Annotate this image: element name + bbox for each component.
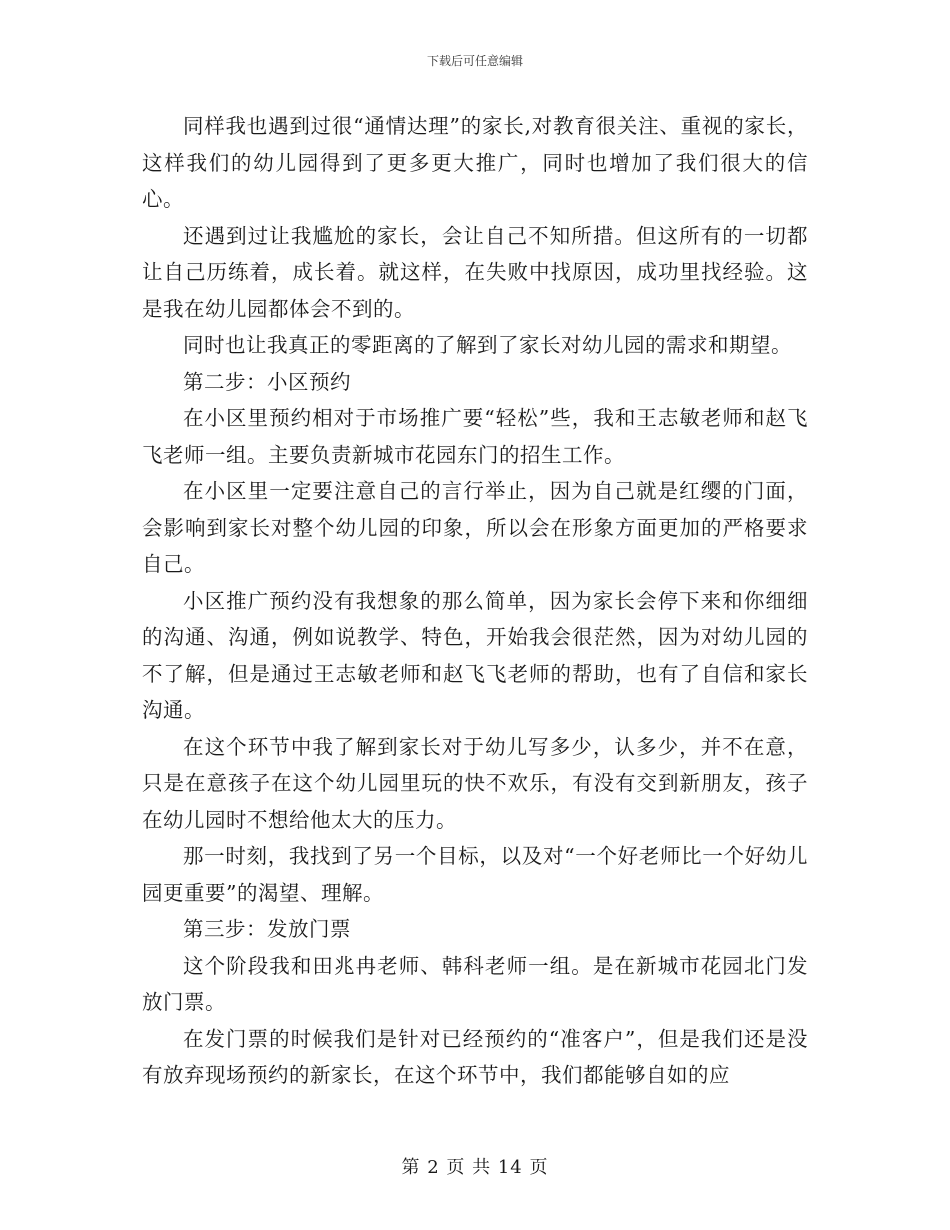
section-heading-step-2: 第二步：小区预约: [183, 369, 351, 394]
paragraph-9: 那一时刻，我找到了另一个目标，以及对“一个好老师比一个好幼儿园更重要”的渴望、理解。: [142, 844, 808, 905]
paragraph-2: 还遇到过让我尴尬的家长，会让自己不知所措。但这所有的一切都让自己历练着，成长着。就这样，在失败中找原因，成功里找经验。这是我在幼儿园都体会不到的。: [142, 223, 808, 321]
section-heading-step-3: 第三步：发放门票: [183, 917, 351, 941]
document-body: [142, 108, 808, 1094]
paragraph-8: 在这个环节中我了解到家长对于幼儿写多少，认多少，并不在意，只是在意孩子在这个幼儿园里玩的快不欢乐，有没有交到新朋友，孩子在幼儿园时不想给他太大的压力。: [142, 734, 808, 832]
paragraph-12: 在发门票的时候我们是针对已经预约的“准客户”，但是我们还是没有放弃现场预约的新家长，在这个环节中，我们都能够自如的应: [142, 1026, 808, 1087]
paragraph-7: 小区推广预约没有我想象的那么简单，因为家长会停下来和你细细的沟通、沟通，例如说教学、特色，开始我会很茫然，因为对幼儿园的不了解，但是通过王志敏老师和赵飞飞老师的帮助，也有了自信和家长沟通。: [142, 588, 808, 722]
paragraph-3: 同时也让我真正的零距离的了解到了家长对幼儿园的需求和期望。: [183, 333, 792, 357]
paragraph-6: 在小区里一定要注意自己的言行举止，因为自己就是红缨的门面，会影响到家长对整个幼儿园的印象，所以会在形象方面更加的严格要求自己。: [142, 479, 808, 576]
paragraph-11: 这个阶段我和田兆冉老师、韩科老师一组。是在新城市花园北门发放门票。: [142, 953, 808, 1014]
paragraph-1: 同样我也遇到过很“通情达理”的家长,对教育很关注、重视的家长，这样我们的幼儿园得到了更多更大推广，同时也增加了我们很大的信心。: [142, 114, 808, 211]
page-header-note: 下载后可任意编辑: [426, 54, 523, 68]
paragraph-5: 在小区里预约相对于市场推广要“轻松”些，我和王志敏老师和赵飞飞老师一组。主要负责新城市花园东门的招生工作。: [142, 406, 808, 467]
page-number: 第 2 页 共 14 页: [401, 1157, 549, 1178]
